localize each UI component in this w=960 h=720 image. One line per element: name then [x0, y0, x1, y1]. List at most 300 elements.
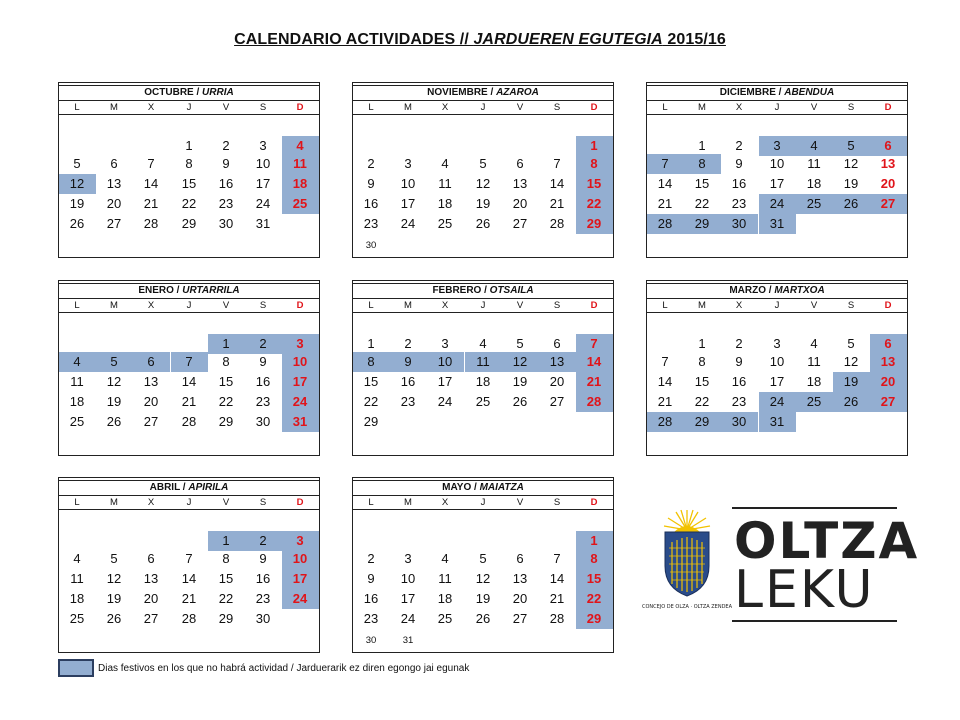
day-cell: 30: [721, 214, 758, 234]
day-cell: 16: [400, 374, 416, 389]
day-cell: 19: [843, 176, 859, 191]
day-cell: 28: [647, 214, 684, 234]
weekday-header: D: [296, 497, 304, 508]
day-cell: 28: [576, 392, 613, 412]
month-header: [647, 85, 907, 101]
day-cell: 5: [516, 336, 524, 351]
day-cell: 20: [512, 196, 528, 211]
day-cell: 20: [870, 372, 907, 392]
month-name-basque: URRIA: [202, 87, 234, 98]
day-cell: 20: [549, 374, 565, 389]
month-name: ENERO /: [138, 285, 183, 296]
month-calendar: [352, 477, 614, 653]
day-cell: 10: [769, 156, 785, 171]
weekday-header-row: [59, 101, 319, 115]
day-grid: [647, 116, 907, 258]
weekday-header: V: [810, 300, 818, 311]
day-cell: 15: [576, 174, 613, 194]
day-cell: 6: [133, 352, 170, 372]
day-cell: 11: [807, 354, 821, 369]
day-cell: 18: [806, 176, 822, 191]
day-cell: 18: [282, 174, 319, 194]
day-cell: 15: [694, 176, 710, 191]
day-cell: 24: [437, 394, 453, 409]
day-cell: 29: [218, 414, 234, 429]
day-cell: 17: [400, 196, 416, 211]
day-cell: 16: [731, 176, 747, 191]
day-cell: 5: [479, 156, 487, 171]
day-cell: 23: [363, 216, 379, 231]
day-cell: 18: [69, 394, 85, 409]
day-cell: 22: [694, 196, 710, 211]
weekday-header: M: [404, 497, 412, 508]
day-cell: 11: [70, 571, 84, 586]
day-grid: [353, 116, 613, 258]
shield-caption: CONCEJO DE OLZA · OLTZA ZENDEA: [641, 604, 733, 610]
day-cell: 4: [441, 551, 449, 566]
day-cell: 14: [143, 176, 159, 191]
day-cell: 25: [796, 194, 833, 214]
weekday-header-row: [59, 496, 319, 510]
day-cell: 17: [255, 176, 271, 191]
weekday-header: D: [590, 300, 598, 311]
weekday-header: M: [404, 300, 412, 311]
month-name-basque: URTARRILA: [182, 285, 240, 296]
day-grid: [59, 116, 319, 258]
weekday-header: V: [516, 497, 524, 508]
day-cell: 23: [255, 591, 271, 606]
day-cell: 28: [549, 611, 565, 626]
day-cell: 5: [96, 352, 133, 372]
day-cell: 6: [516, 156, 524, 171]
day-cell: 9: [222, 156, 230, 171]
day-cell: 10: [769, 354, 785, 369]
day-cell: 2: [367, 156, 375, 171]
month-header: [59, 85, 319, 101]
legend-text: Dias festivos en los que no habrá actividad / Jarduerarik ez diren egongo jai egunak: [98, 663, 470, 674]
day-cell: 12: [843, 156, 859, 171]
weekday-header: V: [810, 102, 818, 113]
weekday-header: V: [222, 497, 230, 508]
day-cell: 17: [769, 374, 785, 389]
weekday-header: S: [259, 497, 267, 508]
month-header: [647, 283, 907, 299]
weekday-header: V: [516, 300, 524, 311]
day-cell: 5: [479, 551, 487, 566]
day-cell: 1: [698, 138, 706, 153]
day-cell: 9: [367, 571, 375, 586]
day-cell: 9: [367, 176, 375, 191]
weekday-header: S: [553, 497, 561, 508]
day-cell: 13: [512, 176, 528, 191]
day-cell: 10: [255, 156, 271, 171]
day-cell: 14: [549, 571, 565, 586]
day-cell: 8: [576, 154, 613, 174]
weekday-header: X: [441, 300, 449, 311]
day-cell: 9: [390, 352, 427, 372]
day-cell: 30: [218, 216, 234, 231]
day-cell: 8: [698, 354, 706, 369]
day-cell: 22: [576, 194, 613, 214]
day-cell: 21: [181, 394, 197, 409]
day-cell: 8: [185, 156, 193, 171]
day-cell: 25: [796, 392, 833, 412]
day-cell: 26: [475, 611, 491, 626]
day-cell: 18: [437, 196, 453, 211]
day-cell: 27: [870, 194, 907, 214]
day-cell: 8: [222, 354, 230, 369]
day-cell: 17: [282, 372, 319, 392]
weekday-header: S: [259, 300, 267, 311]
day-cell: 25: [282, 194, 319, 214]
day-cell: 2: [367, 551, 375, 566]
day-cell: 11: [282, 154, 319, 174]
day-cell: 11: [70, 374, 84, 389]
day-cell: 26: [833, 392, 870, 412]
day-cell: 14: [549, 176, 565, 191]
day-cell: 9: [735, 354, 743, 369]
day-cell: 15: [218, 374, 234, 389]
day-cell: 6: [553, 336, 561, 351]
weekday-header: J: [480, 102, 486, 113]
month-name: NOVIEMBRE /: [427, 87, 497, 98]
day-cell: 21: [181, 591, 197, 606]
month-calendar: [58, 477, 320, 653]
day-cell: 30: [365, 240, 377, 251]
day-cell: 29: [363, 414, 379, 429]
weekday-header: S: [847, 300, 855, 311]
day-cell: 3: [441, 336, 449, 351]
day-cell: 13: [870, 352, 907, 372]
day-cell: 23: [363, 611, 379, 626]
day-cell: 23: [218, 196, 234, 211]
day-cell: 11: [465, 352, 502, 372]
weekday-header: V: [516, 102, 524, 113]
day-cell: 6: [147, 551, 155, 566]
day-cell: 21: [576, 372, 613, 392]
month-name: MAYO /: [442, 482, 480, 493]
day-cell: 24: [400, 611, 416, 626]
day-cell: 16: [363, 196, 379, 211]
day-cell: 21: [549, 591, 565, 606]
day-cell: 16: [255, 374, 271, 389]
day-cell: 22: [218, 394, 234, 409]
day-cell: 17: [769, 176, 785, 191]
day-cell: 24: [282, 392, 319, 412]
day-cell: 22: [218, 591, 234, 606]
month-header: [59, 480, 319, 496]
day-cell: 27: [549, 394, 565, 409]
day-cell: 13: [880, 156, 896, 171]
weekday-header: D: [884, 300, 892, 311]
day-cell: 3: [282, 531, 319, 551]
weekday-header: S: [259, 102, 267, 113]
day-cell: 1: [576, 136, 613, 156]
logo-word-leku: LEKU: [734, 560, 875, 620]
weekday-header: V: [222, 102, 230, 113]
weekday-header-row: [647, 101, 907, 115]
day-cell: 7: [553, 156, 561, 171]
day-cell: 1: [185, 138, 193, 153]
day-cell: 16: [363, 591, 379, 606]
day-cell: 17: [437, 374, 453, 389]
day-cell: 13: [539, 352, 576, 372]
day-cell: 20: [880, 176, 896, 191]
day-grid: [647, 314, 907, 456]
weekday-header: X: [147, 102, 155, 113]
day-cell: 30: [255, 611, 271, 626]
weekday-header: X: [147, 497, 155, 508]
weekday-header: D: [296, 300, 304, 311]
day-cell: 3: [259, 138, 267, 153]
day-cell: 20: [143, 591, 159, 606]
logo-divider: [732, 507, 897, 509]
month-name: MARZO /: [729, 285, 775, 296]
day-cell: 26: [475, 216, 491, 231]
title-basque: JARDUEREN EGUTEGIA: [473, 31, 663, 48]
day-cell: 9: [259, 354, 267, 369]
day-cell: 8: [576, 549, 613, 569]
day-cell: 30: [365, 635, 377, 646]
day-cell: 31: [759, 412, 796, 432]
day-grid: [59, 511, 319, 653]
day-cell: 20: [512, 591, 528, 606]
day-cell: 5: [847, 336, 855, 351]
day-cell: 8: [353, 352, 390, 372]
day-cell: 31: [255, 216, 271, 231]
month-name-basque: ABENDUA: [784, 87, 835, 98]
day-cell: 3: [404, 156, 412, 171]
day-cell: 21: [657, 394, 673, 409]
month-name: FEBRERO /: [432, 285, 490, 296]
day-cell: 15: [181, 176, 197, 191]
month-header: [353, 283, 613, 299]
day-cell: 25: [437, 611, 453, 626]
day-cell: 18: [475, 374, 491, 389]
weekday-header-row: [353, 101, 613, 115]
day-cell: 3: [282, 334, 319, 354]
weekday-header: D: [590, 102, 598, 113]
weekday-header: J: [480, 300, 486, 311]
day-cell: 2: [404, 336, 412, 351]
day-cell: 7: [553, 551, 561, 566]
day-cell: 14: [181, 374, 197, 389]
day-cell: 14: [657, 176, 673, 191]
day-cell: 14: [181, 571, 197, 586]
day-cell: 19: [106, 394, 122, 409]
day-cell: 5: [110, 551, 118, 566]
day-cell: 9: [259, 551, 267, 566]
month-calendar: [352, 82, 614, 258]
month-name: OCTUBRE /: [144, 87, 203, 98]
weekday-header: L: [74, 102, 80, 113]
day-cell: 28: [647, 412, 684, 432]
day-cell: 23: [731, 196, 747, 211]
day-cell: 10: [400, 571, 416, 586]
weekday-header: D: [884, 102, 892, 113]
day-cell: 22: [576, 589, 613, 609]
day-cell: 8: [684, 154, 721, 174]
day-cell: 27: [512, 216, 528, 231]
day-cell: 19: [833, 372, 870, 392]
day-cell: 21: [143, 196, 159, 211]
day-cell: 12: [59, 174, 96, 194]
day-cell: 3: [759, 136, 796, 156]
weekday-header: J: [774, 300, 780, 311]
weekday-header: X: [735, 102, 743, 113]
day-cell: 16: [218, 176, 234, 191]
day-cell: 19: [106, 591, 122, 606]
day-grid: [353, 314, 613, 456]
day-grid: [353, 511, 613, 653]
weekday-header: J: [186, 102, 192, 113]
day-cell: 1: [208, 334, 245, 354]
day-cell: 6: [870, 136, 907, 156]
day-cell: 6: [110, 156, 118, 171]
day-cell: 4: [282, 136, 319, 156]
day-cell: 17: [400, 591, 416, 606]
day-cell: 12: [502, 352, 539, 372]
day-cell: 14: [657, 374, 673, 389]
day-cell: 4: [73, 551, 81, 566]
weekday-header-row: [353, 299, 613, 313]
weekday-header: X: [441, 497, 449, 508]
day-cell: 15: [218, 571, 234, 586]
day-cell: 28: [143, 216, 159, 231]
day-cell: 8: [222, 551, 230, 566]
logo-word-oltza: OLTZA: [734, 512, 920, 570]
day-cell: 2: [735, 138, 743, 153]
day-cell: 5: [833, 136, 870, 156]
day-cell: 2: [245, 334, 282, 354]
day-cell: 10: [282, 352, 319, 372]
day-cell: 12: [843, 354, 859, 369]
day-cell: 1: [367, 336, 375, 351]
weekday-header: M: [404, 102, 412, 113]
day-cell: 11: [438, 176, 452, 191]
day-cell: 10: [282, 549, 319, 569]
day-cell: 4: [59, 352, 96, 372]
day-cell: 27: [143, 611, 159, 626]
day-cell: 16: [731, 374, 747, 389]
month-calendar: [352, 280, 614, 456]
day-grid: [59, 314, 319, 456]
day-cell: 25: [69, 414, 85, 429]
weekday-header: M: [110, 102, 118, 113]
weekday-header: D: [296, 102, 304, 113]
day-cell: 12: [106, 374, 122, 389]
weekday-header: L: [368, 102, 374, 113]
day-cell: 15: [694, 374, 710, 389]
day-cell: 25: [69, 611, 85, 626]
day-cell: 15: [363, 374, 379, 389]
month-calendar: [646, 280, 908, 456]
logo-divider-bottom: [732, 620, 897, 622]
month-name: DICIEMBRE /: [719, 87, 785, 98]
month-name-basque: AZAROA: [496, 87, 539, 98]
day-cell: 29: [576, 609, 613, 629]
day-cell: 30: [255, 414, 271, 429]
day-cell: 23: [731, 394, 747, 409]
day-cell: 3: [404, 551, 412, 566]
month-name-basque: MAIATZA: [479, 482, 524, 493]
day-cell: 24: [400, 216, 416, 231]
day-cell: 31: [402, 635, 414, 646]
day-cell: 28: [181, 611, 197, 626]
weekday-header: M: [698, 300, 706, 311]
weekday-header: L: [368, 497, 374, 508]
day-cell: 6: [516, 551, 524, 566]
month-header: [353, 480, 613, 496]
day-cell: 12: [475, 571, 491, 586]
day-cell: 20: [106, 196, 122, 211]
weekday-header: S: [847, 102, 855, 113]
month-calendar: [58, 280, 320, 456]
weekday-header: M: [698, 102, 706, 113]
day-cell: 27: [143, 414, 159, 429]
month-name-basque: OTSAILA: [489, 285, 534, 296]
day-cell: 26: [106, 611, 122, 626]
day-cell: 1: [576, 531, 613, 551]
month-header: [353, 85, 613, 101]
day-cell: 26: [512, 394, 528, 409]
weekday-header-row: [647, 299, 907, 313]
day-cell: 19: [475, 591, 491, 606]
day-cell: 27: [870, 392, 907, 412]
day-cell: 4: [441, 156, 449, 171]
weekday-header: L: [74, 300, 80, 311]
day-cell: 20: [143, 394, 159, 409]
day-cell: 29: [684, 412, 721, 432]
day-cell: 14: [576, 352, 613, 372]
weekday-header-row: [353, 496, 613, 510]
day-cell: 13: [143, 374, 159, 389]
day-cell: 23: [255, 394, 271, 409]
day-cell: 12: [106, 571, 122, 586]
weekday-header: J: [480, 497, 486, 508]
day-cell: 13: [106, 176, 122, 191]
day-cell: 7: [576, 334, 613, 354]
weekday-header: M: [110, 497, 118, 508]
day-cell: 3: [773, 336, 781, 351]
day-cell: 6: [870, 334, 907, 354]
weekday-header: X: [147, 300, 155, 311]
month-name-basque: MARTXOA: [774, 285, 825, 296]
day-cell: 28: [549, 216, 565, 231]
page-title: [0, 31, 960, 49]
day-cell: 24: [759, 392, 796, 412]
day-cell: 19: [512, 374, 528, 389]
month-calendar: [58, 82, 320, 258]
day-cell: 29: [218, 611, 234, 626]
day-cell: 13: [143, 571, 159, 586]
day-cell: 23: [400, 394, 416, 409]
day-cell: 10: [427, 352, 464, 372]
day-cell: 13: [512, 571, 528, 586]
day-cell: 1: [208, 531, 245, 551]
day-cell: 24: [282, 589, 319, 609]
day-cell: 2: [222, 138, 230, 153]
weekday-header: J: [774, 102, 780, 113]
day-cell: 18: [806, 374, 822, 389]
day-cell: 26: [833, 194, 870, 214]
weekday-header: X: [735, 300, 743, 311]
day-cell: 16: [255, 571, 271, 586]
day-cell: 2: [735, 336, 743, 351]
day-cell: 18: [69, 591, 85, 606]
title-year: 2015/16: [662, 31, 726, 48]
weekday-header: J: [186, 497, 192, 508]
